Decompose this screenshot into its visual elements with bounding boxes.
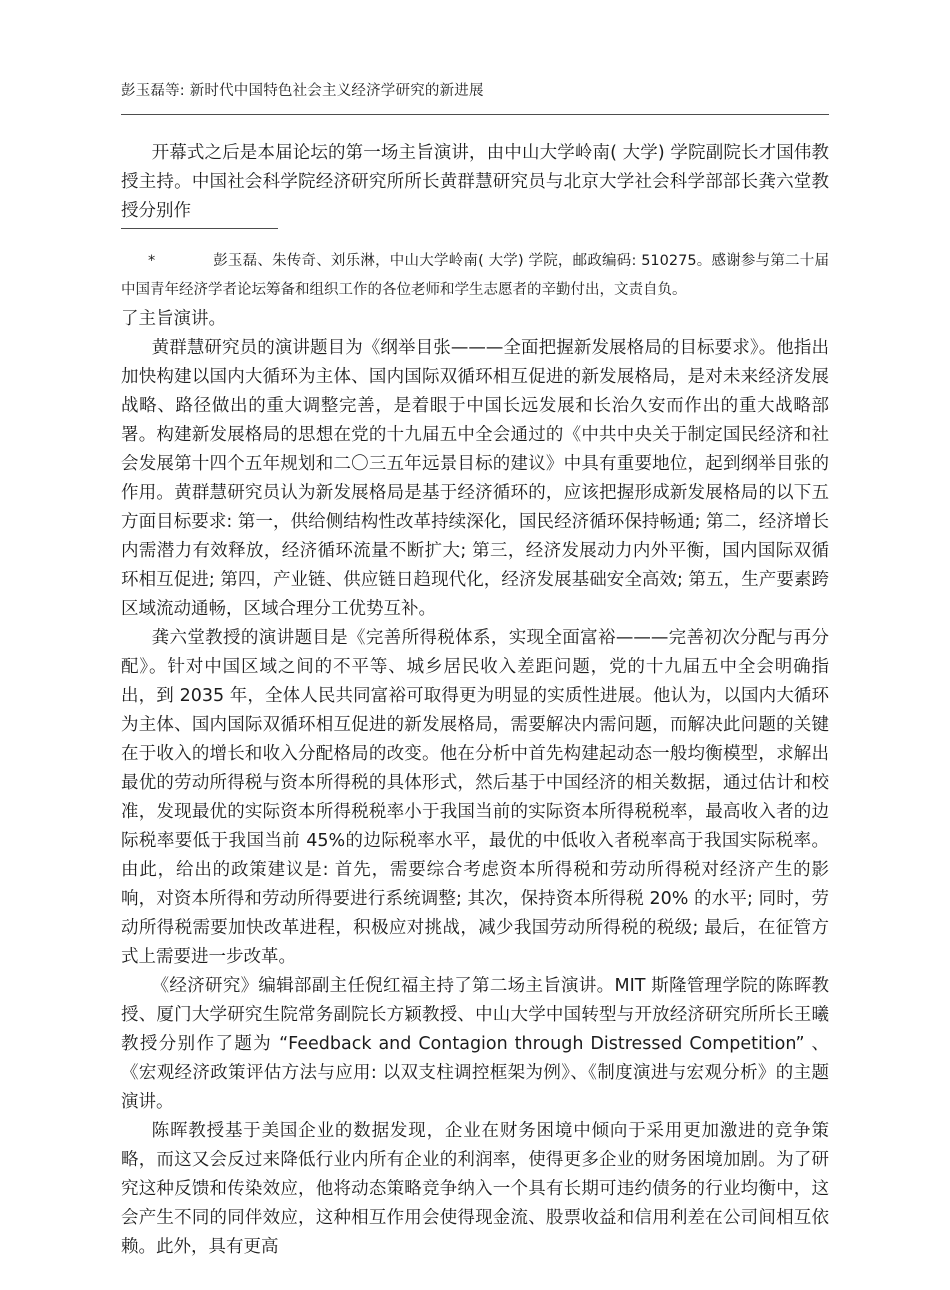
footnote-text: 彭玉磊、朱传奇、刘乐淋，中山大学岭南( 大学) 学院，邮政编码: 510275。感谢参与第二十届中国青年经济学者论坛筹备和组织工作的各位老师和学生志愿者的辛勤付出，文责自负。	[121, 253, 829, 298]
page-content	[121, 0, 829, 1262]
footnote-separator	[121, 228, 278, 229]
paragraph-chenhui-research: 陈晖教授基于美国企业的数据发现，企业在财务困境中倾向于采用更加激进的竞争策略，而这又会反过来降低行业内所有企业的利润率，使得更多企业的财务困境加剧。为了研究这种反馈和传染效应，他将动态策略竞争纳入一个具有长期可违约债务的行业均衡中，这会产生不同的同伴效应，这种相互作用会使得现金流、股票收益和信用利差在公司间相互依赖。此外，具有更高	[121, 1121, 829, 1257]
footnote-marker: *	[148, 253, 156, 269]
paragraph-gongliutang-speech: 龚六堂教授的演讲题目是《完善所得税体系，实现全面富裕———完善初次分配与再分配》。针对中国区域之间的不平等、城乡居民收入差距问题，党的十九届五中全会明确指出，到 2035 年，全体人民共同富裕可取得更为明显的实质性进展。他认为，以国内大循环为主体、国内国际双循环相互促进的新发展格局，需要解决内需问题，而解决此问题的关键在于收入的增长和收入分配格局的改变。他在分析中首先构建起动态一般均衡模型，求解出最优的劳动所得税与资本所得税的具体形式，然后基于中国经济的相关数据，通过估计和校准，发现最优的实际资本所得税税率小于我国当前的实际资本所得税税率，最高收入者的边际税率要低于我国当前 45%的边际税率水平，最优的中低收入者税率高于我国实际税率。由此，给出的政策建议是: 首先，需要综合考虑资本所得税和劳动所得税对经济产生的影响，对资本所得和劳动所得要进行系统调整; 其次，保持资本所得税 20% 的水平; 同时，劳动所得税需要加快改革进程，积极应对挑战，减少我国劳动所得税的税级; 最后，在征管方式上需要进一步改革。	[121, 628, 829, 967]
footnote	[121, 247, 829, 305]
article-body	[121, 139, 829, 1262]
paragraph-huangqunhui-speech: 黄群慧研究员的演讲题目为《纲举目张———全面把握新发展格局的目标要求》。他指出加快构建以国内大循环为主体、国内国际双循环相互促进的新发展格局，是对未来经济发展战略、路径做出的重大调整完善，是着眼于中国长远发展和长治久安而作出的重大战略部署。构建新发展格局的思想在党的十九届五中全会通过的《中共中央关于制定国民经济和社会发展第十四个五年规划和二〇三五年远景目标的建议》中具有重要地位，起到纲举目张的作用。黄群慧研究员认为新发展格局是基于经济循环的，应该把握形成新发展格局的以下五方面目标要求: 第一，供给侧结构性改革持续深化，国民经济循环保持畅通; 第二，经济增长内需潜力有效释放，经济循环流量不断扩大; 第三，经济发展动力内外平衡，国内国际双循环相互促进; 第四，产业链、供应链日趋现代化，经济发展基础安全高效; 第五，生产要素跨区域流动通畅，区域合理分工优势互补。	[121, 338, 829, 619]
paragraph-opening-session1: 开幕式之后是本届论坛的第一场主旨演讲，由中山大学岭南( 大学) 学院副院长才国伟教授主持。中国社会科学院经济研究所所长黄群慧研究员与北京大学社会科学部部长龚六堂教授分别作	[121, 143, 829, 221]
paragraph-second-session: 《经济研究》编辑部副主任倪红福主持了第二场主旨演讲。MIT 斯隆管理学院的陈晖教授、厦门大学研究生院常务副院长方颖教授、中山大学中国转型与开放经济研究所所长王曦教授分别作了题为 “Feedback and Contagion through Distressed Competition” 、《宏观经济政策评估方法与应用: 以双支柱调控框架为例》、《制度演进与宏观分析》的主题演讲。	[121, 976, 829, 1112]
paragraph-opening-continuation: 了主旨演讲。	[121, 309, 226, 329]
running-header: 彭玉磊等: 新时代中国特色社会主义经济学研究的新进展	[121, 82, 829, 115]
